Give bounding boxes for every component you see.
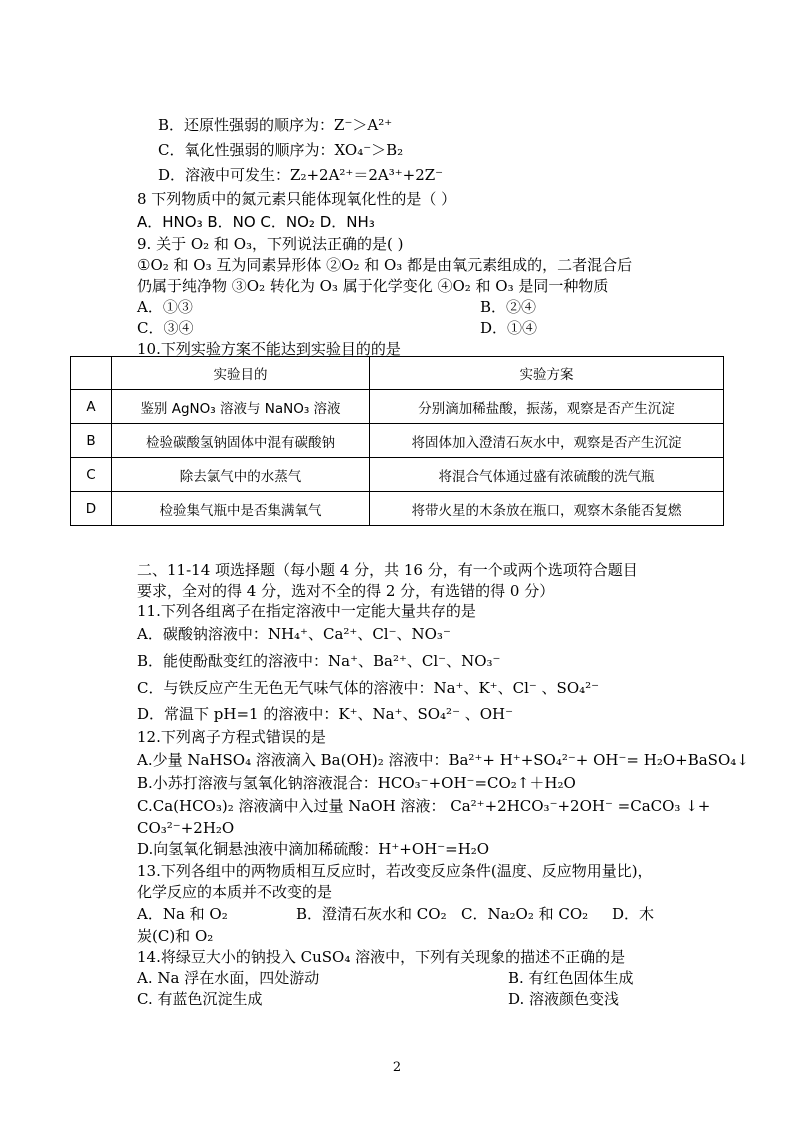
question-13-line-1: 13.下列各组中的两物质相互反应时，若改变反应条件(温度、反应物用量比)， [137, 862, 653, 880]
question-9-option-b: B．②④ [480, 298, 537, 316]
question-9-option-c: C．③④ [137, 319, 194, 337]
table-header-cell: 实验方案 [370, 357, 724, 390]
table-cell-label: D [71, 492, 112, 526]
question-10: 10.下列实验方案不能达到实验目的的是 [137, 340, 401, 358]
question-9-option-a: A．①③ [137, 298, 193, 316]
table-row [71, 390, 724, 424]
question-9-option-d: D．①④ [480, 319, 538, 337]
table-cell-purpose: 检验碳酸氢钠固体中混有碳酸钠 [112, 424, 370, 458]
line-7d: D．溶液中可发生：Z₂+2A²⁺＝2A³⁺+2Z⁻ [158, 166, 444, 184]
table-cell-method: 将带火星的木条放在瓶口，观察木条能否复燃 [370, 492, 724, 526]
table-row [71, 458, 724, 492]
question-12-option-a: A.少量 NaHSO₄ 溶液滴入 Ba(OH)₂ 溶液中：Ba²⁺+ H⁺+SO₄²⁻+ OH⁻= H₂O+BaSO₄↓ [137, 751, 749, 769]
experiment-table [70, 356, 724, 526]
question-14-option-a: A. Na 浮在水面，四处游动 [137, 969, 320, 987]
question-13-option-d-continued: 炭(C)和 O₂ [137, 927, 214, 945]
table-cell-label: C [71, 458, 112, 492]
question-12-option-c-line-1: C.Ca(HCO₃)₂ 溶液滴中入过量 NaOH 溶液： Ca²⁺+2HCO₃⁻+2OH⁻ =CaCO₃ ↓+ [137, 797, 711, 815]
question-13-option-d: D．木 [612, 905, 655, 923]
line-7b: B．还原性强弱的顺序为：Z⁻＞A²⁺ [158, 116, 393, 134]
question-11-option-b: B．能使酚酞变红的溶液中：Na⁺、Ba²⁺、Cl⁻、NO₃⁻ [137, 652, 501, 670]
question-14: 14.将绿豆大小的钠投入 CuSO₄ 溶液中，下列有关现象的描述不正确的是 [137, 948, 626, 966]
table-cell-label: A [71, 390, 112, 424]
question-13-option-a: A．Na 和 O₂ [137, 905, 228, 923]
table-header-cell: 实验目的 [112, 357, 370, 390]
table-header-row [71, 357, 724, 390]
question-9: 9. 关于 O₂ 和 O₃，下列说法正确的是( ) [137, 235, 404, 253]
question-13-option-c: C．Na₂O₂ 和 CO₂ [461, 905, 589, 923]
question-14-option-c: C. 有蓝色沉淀生成 [137, 990, 263, 1008]
question-11-option-a: A．碳酸钠溶液中：NH₄⁺、Ca²⁺、Cl⁻、NO₃⁻ [137, 625, 451, 643]
line-7c: C．氧化性强弱的顺序为：XO₄⁻＞B₂ [158, 141, 404, 159]
table-row [71, 424, 724, 458]
table-cell-purpose: 鉴别 AgNO₃ 溶液与 NaNO₃ 溶液 [112, 390, 370, 424]
table-cell-method: 将固体加入澄清石灰水中，观察是否产生沉淀 [370, 424, 724, 458]
question-14-option-b: B. 有红色固体生成 [508, 969, 634, 987]
question-11-option-d: D．常温下 pH=1 的溶液中：K⁺、Na⁺、SO₄²⁻ 、OH⁻ [137, 705, 514, 723]
question-8: 8 下列物质中的氮元素只能体现氧化性的是（ ） [137, 190, 457, 208]
page-number: 2 [392, 1060, 402, 1075]
question-9-statement-2: 仍属于纯净物 ③O₂ 转化为 O₃ 属于化学变化 ④O₂ 和 O₃ 是同一种物质 [137, 277, 609, 295]
table-cell-purpose: 检验集气瓶中是否集满氧气 [112, 492, 370, 526]
question-11: 11.下列各组离子在指定溶液中一定能大量共存的是 [137, 602, 476, 620]
table-cell-purpose: 除去氯气中的水蒸气 [112, 458, 370, 492]
table-cell-label: B [71, 424, 112, 458]
question-12-option-d: D.向氢氧化铜悬浊液中滴加稀硫酸：H⁺+OH⁻=H₂O [137, 840, 490, 858]
question-11-option-c: C．与铁反应产生无色无气味气体的溶液中：Na⁺、K⁺、Cl⁻ 、SO₄²⁻ [137, 679, 600, 697]
section-2-heading-line-1: 二、11-14 项选择题（每小题 4 分，共 16 分，有一个或两个选项符合题目 [137, 561, 638, 579]
question-9-statement-1: ①O₂ 和 O₃ 互为同素异形体 ②O₂ 和 O₃ 都是由氧元素组成的，二者混合后 [137, 256, 633, 274]
question-8-options: A．HNO₃ B．NO C．NO₂ D．NH₃ [137, 213, 375, 231]
question-12-option-c-line-2: CO₃²⁻+2H₂O [137, 819, 235, 837]
table-cell-method: 将混合气体通过盛有浓硫酸的洗气瓶 [370, 458, 724, 492]
question-14-option-d: D. 溶液颜色变浅 [508, 990, 620, 1008]
question-12: 12.下列离子方程式错误的是 [137, 728, 326, 746]
table-header-cell [71, 357, 112, 390]
section-2-heading-line-2: 要求，全对的得 4 分，选对不全的得 2 分，有选错的得 0 分） [137, 582, 555, 600]
table-cell-method: 分别滴加稀盐酸，振荡，观察是否产生沉淀 [370, 390, 724, 424]
question-13-line-2: 化学反应的本质并不改变的是 [137, 883, 333, 901]
table-row [71, 492, 724, 526]
question-13-option-b: B．澄清石灰水和 CO₂ [296, 905, 447, 923]
question-12-option-b: B.小苏打溶液与氢氧化钠溶液混合：HCO₃⁻+OH⁻=CO₂↑＋H₂O [137, 774, 576, 792]
